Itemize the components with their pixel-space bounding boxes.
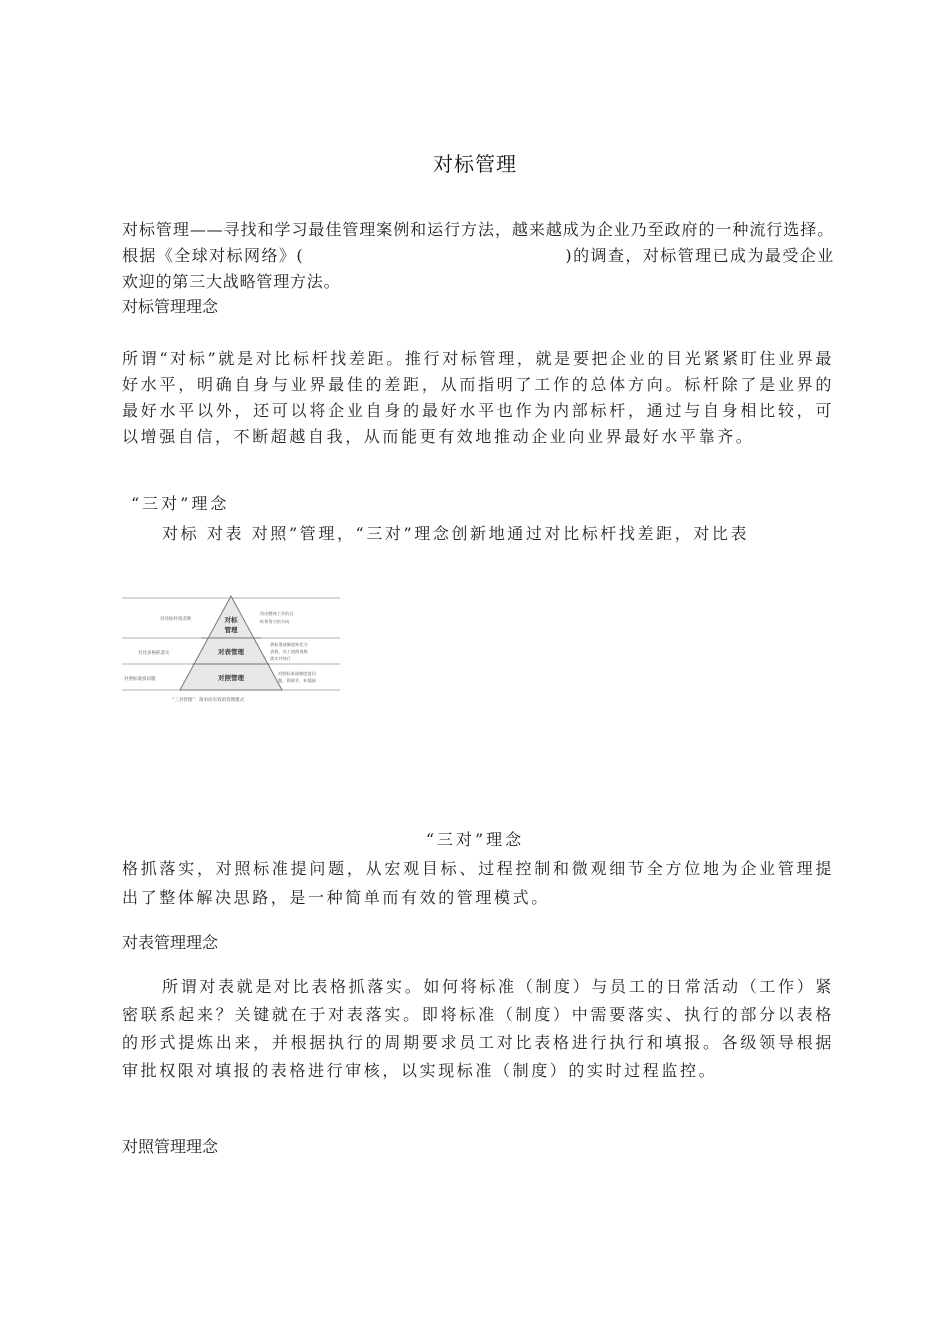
figure-caption: “三对”理念 [425,830,525,849]
document-title: 对标管理 [433,152,517,176]
left-label-level-1: 对比标杆找差距 [160,617,192,622]
right-label-level-2-a: 将标准或制度转化为 [270,642,308,647]
pyramid-level-1-line2: 管理 [224,626,238,634]
three-dui-pyramid-diagram [120,590,342,706]
heading-benchmark-concept: 对标管理理念 [122,297,219,316]
intro-text-part2: )的调查，对标管理已成为最受企业欢迎的第三大战略管理方法。 [122,246,834,291]
left-label-level-2: 对比表格抓落实 [138,651,170,656]
right-label-level-2-c: 落实并执行 [270,656,291,661]
heading-three-dui: “三对”理念 [131,494,230,513]
right-label-level-3-a: 对照标准或制度提问 [278,671,316,676]
right-label-level-2-b: 表格，员工按照表格 [270,649,308,654]
right-label-level-3-b: 题，抓细节，补漏洞 [278,678,316,683]
diagram-caption: “三对管理”：简单而有效的管理模式 [172,698,245,703]
pyramid-level-1-line1: 对标 [224,616,238,624]
paragraph-three-dui-end: 格抓落实，对照标准提问题，从宏观目标、过程控制和微观细节全方位地为企业管理提出了整体解决思路，是一种简单而有效的管理模式。 [122,859,834,907]
pyramid-level-2-label: 对表管理 [218,648,244,656]
paragraph-table-concept: 所谓对表就是对比表格抓落实。如何将标准（制度）与员工的日常活动（工作）紧密联系起来？关键就在于对表落实。即将标准（制度）中需要落实、执行的部分以表格的形式提炼出来，并根据执行的周期要求员工对比表格进行执行和填报。各级领导根据审批权限对填报的表格进行审核，以实现标准（制度）的实时过程监控。 [122,977,834,1080]
intro-text-part1: 对标管理——寻找和学习最佳管理案例和运行方法，越来越成为企业乃至政府的一种流行选择。根据《全球对标网络》( [122,220,834,265]
heading-table-concept: 对表管理理念 [122,933,219,952]
paragraph-benchmark-concept: 所谓“对标”就是对比标杆找差距。推行对标管理，就是要把企业的目光紧紧盯住业界最好水平，明确自身与业界最佳的差距，从而指明了工作的总体方向。标杆除了是业界的最好水平以外，还可以将企业自身的最好水平也作为内部标杆，通过与自身相比较，可以增强自信，不断超越自我，从而能更有效地推动企业向业界最好水平靠齐。 [122,349,834,446]
paragraph-three-dui-start: 对标 对表 对照”管理，“三对”理念创新地通过对比标杆找差距，对比表 [162,524,750,543]
intro-paragraph [122,217,834,295]
right-label-level-1-a: 找出整体工作的目 [260,611,294,616]
heading-check-concept: 对照管理理念 [122,1137,219,1156]
right-label-level-1-b: 标和努力的方向 [260,619,290,624]
left-label-level-3: 对照标准找问题 [124,677,156,682]
pyramid-level-3-label: 对照管理 [218,674,244,682]
